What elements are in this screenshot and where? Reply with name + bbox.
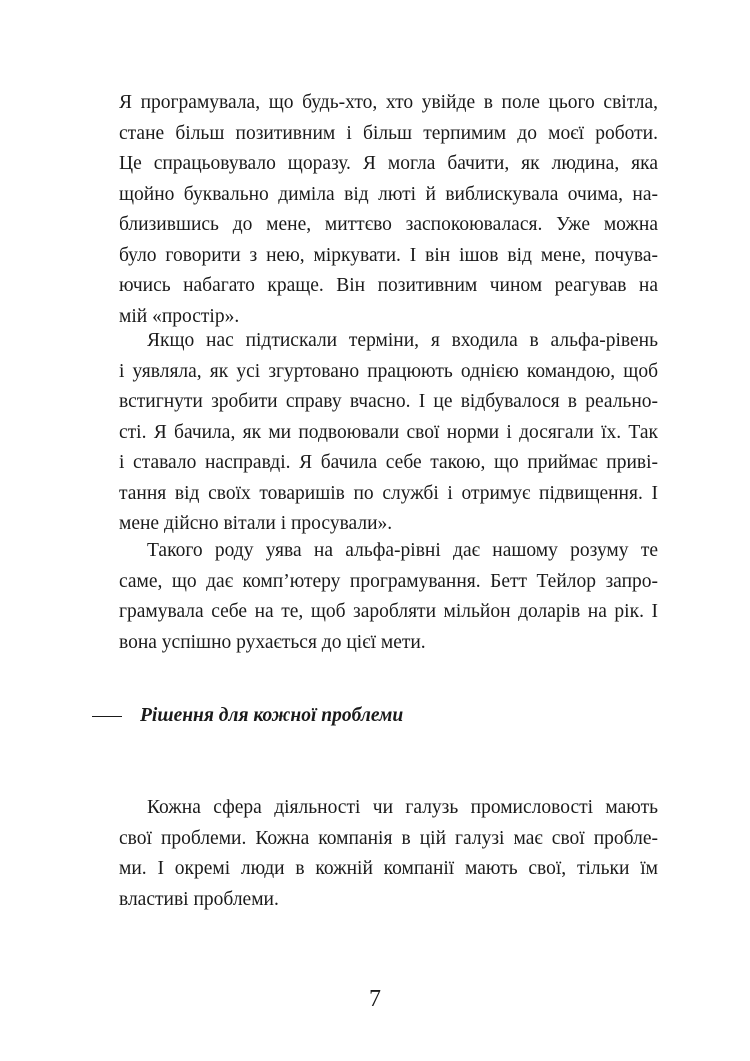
paragraph-line: саме, що дає комп’ютеру програмування. Бетт Тейлор запро- [119,570,658,592]
paragraph-line: встигнути зробити справу вчасно. І це відбувалося в реально- [119,391,658,412]
paragraph-line: Я програмувала, що будь-хто, хто увійде в поле цього світла, [119,92,658,113]
paragraph-line: вона успішно рухається до цієї мети. [119,631,426,653]
paragraph-3 [119,536,658,658]
section-heading-text: Рішення для кожної проблеми [140,705,404,726]
paragraph-line: Якщо нас підтискали терміни, я входила в альфа-рівень [147,330,658,351]
paragraph-line: ючись набагато краще. Він позитивним чином реагував на [119,275,658,296]
paragraph-line: щойно буквально диміла від люті й виблискувала очима, на- [119,183,658,205]
paragraph-line: було говорити з нею, міркувати. І він ішов від мене, почува- [119,244,658,266]
section-heading [92,701,403,731]
paragraph-line: сті. Я бачила, як ми подвоювали свої норми і досягали їх. Так [119,421,658,443]
paragraph-line: Такого роду уява на альфа-рівні дає нашому розуму те [147,540,658,561]
paragraph-line: і ставало насправді. Я бачила себе такою, що приймає приві- [119,452,658,473]
paragraph-line: Це спрацьовувало щоразу. Я могла бачити, як людина, яка [119,153,658,174]
paragraph-line: тання від своїх товаришів по службі і отримує підвищення. І [119,482,658,504]
paragraph-line: і уявляла, як усі згуртовано працюють однією командою, щоб [119,360,658,382]
paragraph-line: близившись до мене, миттєво заспокоювалася. Уже можна [119,214,658,235]
paragraph-line: мене дійсно вітали і просували». [119,513,393,534]
paragraph-1 [119,88,658,332]
heading-dash [92,716,122,717]
paragraph-4 [119,793,658,915]
paragraph-2 [119,326,658,540]
paragraph-line: свої проблеми. Кожна компанія в цій галузі має свої пробле- [119,827,658,849]
paragraph-line: властиві проблеми. [119,888,279,910]
paragraph-line: Кожна сфера діяльності чи галузь промисловості мають [147,797,658,818]
paragraph-line: ми. І окремі люди в кожній компанії мають свої, тільки їм [119,858,658,879]
page-number: 7 [369,986,381,1012]
paragraph-line: мій «простір». [119,305,240,327]
paragraph-line: грамувала себе на те, щоб заробляти мільйон доларів на рік. І [119,601,658,622]
paragraph-line: стане більш позитивним і більш терпимим до моєї роботи. [119,122,658,144]
